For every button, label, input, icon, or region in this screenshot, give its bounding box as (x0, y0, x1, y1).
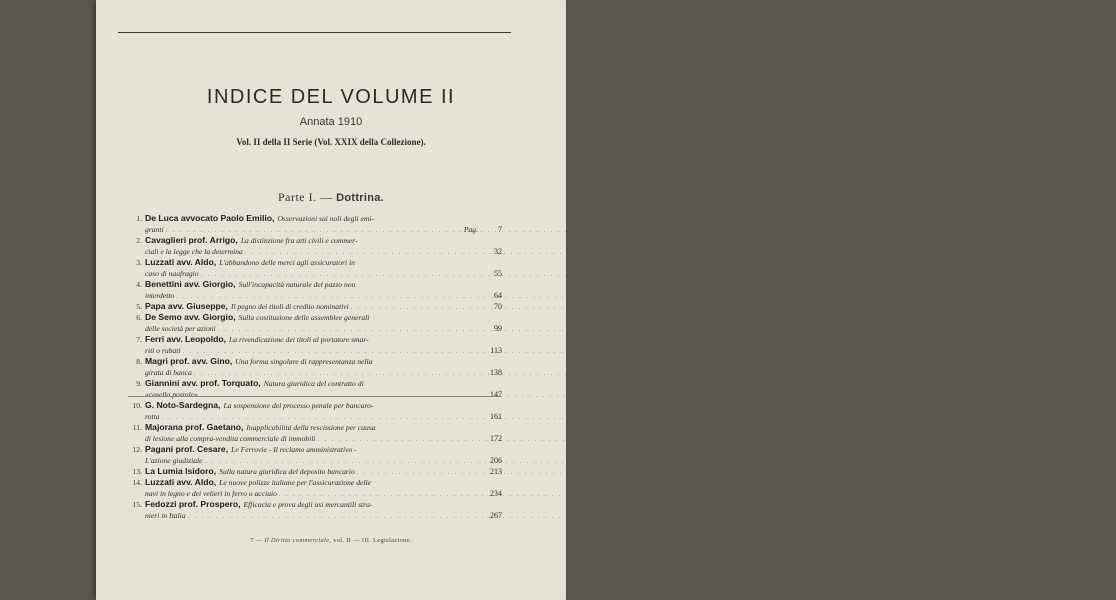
toc-entry-line (124, 301, 502, 312)
part-prefix: Parte I. — (277, 190, 333, 204)
entry-author: Ferri avv. Leopoldo, (145, 334, 227, 344)
entry-number: 14. (132, 478, 142, 487)
page-number: 161 (490, 412, 502, 421)
footer-prefix: 7 — (250, 537, 263, 544)
entry-title: rotta (145, 412, 160, 421)
year-line: Annata 1910 (299, 116, 363, 128)
toc-entry-line (124, 488, 502, 499)
toc-entry-line (124, 323, 502, 334)
entry-number: 5. (136, 302, 142, 311)
page-number: 267 (490, 511, 502, 520)
toc-entry (124, 466, 502, 477)
entry-title: «casella postale» (145, 390, 198, 399)
page-number: 147 (490, 390, 502, 399)
entry-title: Osservazioni sui noli degli emi- (277, 214, 375, 223)
entry-number: 12. (132, 445, 142, 454)
toc-entry-line (124, 411, 502, 422)
bottom-rule (128, 396, 501, 397)
entry-number: 9. (136, 379, 142, 388)
part-name: Dottrina. (336, 192, 385, 204)
entry-number: 2. (136, 236, 142, 245)
entry-title: Natura giuridica del contratto di (263, 379, 364, 388)
toc-entry-line (124, 224, 502, 235)
volume-line: Vol. II della II Serie (Vol. XXIX della Collezione). (236, 137, 426, 147)
toc-entry (124, 477, 502, 499)
entry-title: caso di naufragio (145, 269, 199, 278)
entry-author: G. Noto-Sardegna, (145, 400, 221, 410)
entry-title: delle società per azioni (145, 324, 216, 333)
entry-author: Papa avv. Giuseppe, (145, 301, 228, 311)
toc-entry-line (124, 455, 502, 466)
entry-title: Il pegno dei titoli di credito nominativi (230, 302, 349, 311)
table-of-contents (124, 213, 502, 521)
entry-title: Una forma singolare di rappresentanza nella (235, 357, 373, 366)
entry-title: Sull'incapacità naturale del pazzo non (238, 280, 356, 289)
entry-title: Le Ferrovie - Il reclamo amministrativo - (231, 445, 357, 454)
entry-number: 7. (136, 335, 142, 344)
toc-entry (124, 312, 502, 334)
entry-number: 4. (136, 280, 142, 289)
toc-entry-line (124, 510, 502, 521)
toc-entry-line (124, 389, 502, 400)
entry-title: girata di banca (145, 368, 192, 377)
part-heading (96, 190, 566, 205)
toc-entry-line (124, 378, 502, 389)
entry-title: La sospensione del processo penale per bancaro- (223, 401, 374, 410)
entry-author: Giannini avv. prof. Torquato, (145, 378, 261, 388)
page-number: 138 (490, 368, 502, 377)
entry-author: Cavaglieri prof. Arrigo, (145, 235, 238, 245)
entry-author: Benettini avv. Giorgio, (145, 279, 236, 289)
toc-entry-line (124, 433, 502, 444)
entry-author: La Lumia Isidoro, (145, 466, 217, 476)
entry-title: Sulla costituzione delle assemblee generali (238, 313, 370, 322)
toc-entry (124, 235, 502, 257)
entry-author: De Luca avvocato Paolo Emilio, (145, 213, 275, 223)
page-footer (96, 537, 566, 544)
toc-entry (124, 334, 502, 356)
page-number: 113 (490, 346, 502, 355)
page-number: 32 (494, 247, 502, 256)
entry-title: La distinzione fra atti civili e commer- (240, 236, 358, 245)
toc-entry-line (124, 400, 502, 411)
toc-entry-line (124, 356, 502, 367)
entry-number: 8. (136, 357, 142, 366)
entry-number: 6. (136, 313, 142, 322)
toc-entry (124, 279, 502, 301)
page-number: 206 (490, 456, 502, 465)
entry-number: 3. (136, 258, 142, 267)
toc-entry-line (124, 444, 502, 455)
toc-entry-line (124, 279, 502, 290)
entry-title: Efficacia e prova degli usi mercantili stra- (243, 500, 373, 509)
entry-title: La rivendicazione dei titoli al portatore smar- (229, 335, 369, 344)
toc-entry-line (124, 477, 502, 488)
entry-number: 1. (136, 214, 142, 223)
toc-entry (124, 356, 502, 378)
footer-journal: Il Diritto commerciale, (264, 537, 332, 544)
entry-number: 15. (132, 500, 142, 509)
entry-author: Fedozzi prof. Prospero, (145, 499, 241, 509)
top-rule (118, 32, 511, 33)
toc-entry (124, 257, 502, 279)
page-number: 64 (494, 291, 502, 300)
document-page (96, 0, 566, 600)
entry-number: 13. (132, 467, 142, 476)
entry-title: Sulla natura giuridica del deposito bancario (219, 467, 355, 476)
entry-title: riti o rubati (145, 346, 181, 355)
entry-number: 10. (132, 401, 142, 410)
page-number: 70 (494, 302, 502, 311)
toc-entry-line (124, 499, 502, 510)
entry-author: Magri prof. avv. Gino, (145, 356, 233, 366)
entry-author: De Semo avv. Giorgio, (145, 312, 236, 322)
toc-entry-line (124, 268, 502, 279)
page-number: 55 (494, 269, 502, 278)
toc-entry-line (124, 422, 502, 433)
page-number: 7 (498, 225, 502, 234)
toc-entry-line (124, 213, 502, 224)
entry-author: Majorana prof. Gaetano, (145, 422, 244, 432)
footer-rest: vol. II — III. Legislazione. (333, 537, 412, 544)
entry-title: nieri in Italia (145, 511, 186, 520)
entry-title: granti (145, 225, 164, 234)
toc-entry-line (124, 466, 502, 477)
toc-entry-line (124, 290, 502, 301)
toc-entry-line (124, 367, 502, 378)
entry-title: di lesione alla compra-vendita commerciale di immobili (145, 434, 316, 443)
page-number: 99 (494, 324, 502, 333)
page-number: 234 (490, 489, 502, 498)
toc-entry-line (124, 312, 502, 323)
toc-entry-line (124, 345, 502, 356)
entry-number: 11. (132, 423, 142, 432)
entry-title: ciali e la legge che la determina (145, 247, 243, 256)
entry-title: L'azione giudiziale (145, 456, 203, 465)
toc-entry (124, 213, 502, 235)
toc-entry (124, 422, 502, 444)
entry-title: interdetto (145, 291, 175, 300)
page-title: INDICE DEL VOLUME II (206, 86, 456, 108)
toc-entry (124, 444, 502, 466)
leader-dots (188, 512, 479, 523)
page-number: 172 (490, 434, 502, 443)
toc-entry (124, 301, 502, 312)
toc-entry (124, 499, 502, 521)
toc-entry-line (124, 235, 502, 246)
page-prefix: Pag. (463, 225, 478, 234)
page-number: 213 (490, 467, 502, 476)
toc-entry (124, 400, 502, 422)
toc-entry-line (124, 257, 502, 268)
entry-title: navi in legno e dei velieri in ferro o acciaio (145, 489, 277, 498)
toc-entry-line (124, 334, 502, 345)
entry-title: L'abbandono delle merci agli assicuratori in (219, 258, 355, 267)
entry-title: Le nuove polizze italiane per l'assicurazione delle (219, 478, 371, 487)
toc-entry-line (124, 246, 502, 257)
entry-author: Luzzati avv. Aldo, (145, 257, 217, 267)
entry-author: Luzzati avv. Aldo, (145, 477, 217, 487)
entry-author: Pagani prof. Cesare, (145, 444, 229, 454)
entry-title: Inapplicabilità della rescissione per causa (246, 423, 376, 432)
